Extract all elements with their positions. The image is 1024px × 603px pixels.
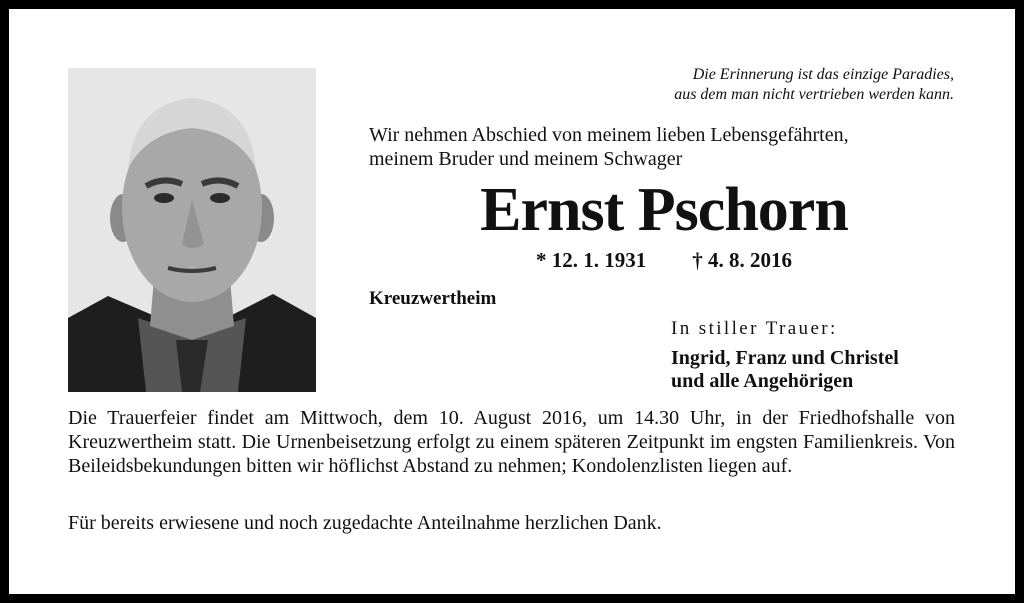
mourners-list <box>671 347 899 393</box>
ceremony-paragraph: Die Trauerfeier findet am Mittwoch, dem 10. August 2016, um 14.30 Uhr, in der Friedhofshalle von Kreuzwertheim statt. Die Urnenbeisetzung erfolgt zu einem späteren Zeitpunkt im engsten Familienkreis. Von Beileidsbekundungen bitten wir höflichst Abstand zu nehmen; Kondolenzlisten liegen auf. <box>68 407 955 477</box>
deceased-name: Ernst Pschorn <box>480 176 848 244</box>
portrait-photo <box>68 68 316 392</box>
death-date: † 4. 8. 2016 <box>692 248 792 272</box>
mourners-line-1: Ingrid, Franz und Christel <box>671 347 899 369</box>
birth-date: * 12. 1. 1931 <box>536 248 647 272</box>
quote-line-2: aus dem man nicht vertrieben werden kann. <box>674 86 954 103</box>
epigraph-quote <box>529 65 954 105</box>
farewell-intro <box>369 123 989 171</box>
life-dates <box>369 247 959 273</box>
intro-line-1: Wir nehmen Abschied von meinem lieben Lebensgefährten, <box>369 124 849 146</box>
mourning-label: In stiller Trauer: <box>671 318 838 339</box>
mourners-line-2: und alle Angehörigen <box>671 370 854 392</box>
obituary-notice <box>9 9 1015 594</box>
intro-line-2: meinem Bruder und meinem Schwager <box>369 148 683 170</box>
quote-line-1: Die Erinnerung ist das einzige Paradies, <box>692 66 954 83</box>
thanks-paragraph: Für bereits erwiesene und noch zugedachte Anteilnahme herzlichen Dank. <box>68 512 662 534</box>
hometown: Kreuzwertheim <box>369 288 497 309</box>
